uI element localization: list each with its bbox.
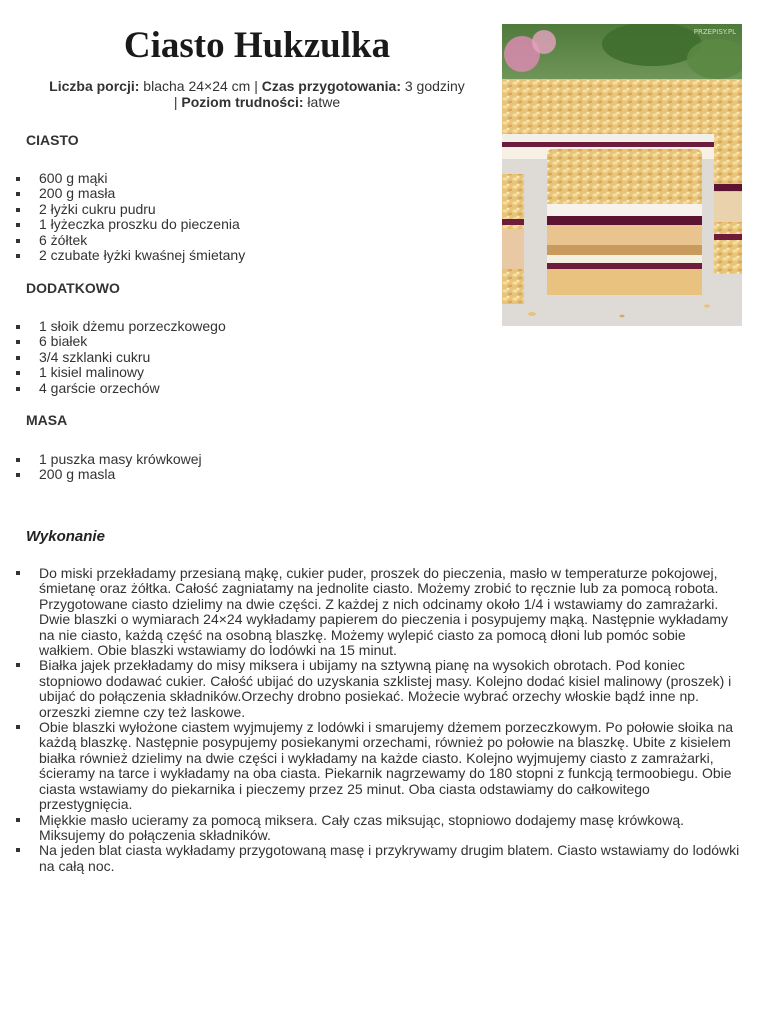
ingredient-list-ciasto — [14, 171, 245, 263]
difficulty-value: łatwe — [303, 94, 341, 110]
bullet-icon — [16, 387, 20, 391]
method-step-text: Białka jajek przekładamy do misy miksera i ubijamy na sztywną pianę na wysokich obrotach. Pod koniec stopniowo dodawać cukier. Całość ubijać do uzyskania szklistej masy. Kolejno dodać kisiel malinowy (proszek) i ubijać do połączenia składników.Orzechy drobno posiekać. Możecie wybrać orzechy włoskie bądź inne np. orzeszki ziemne czy też laskowe. — [39, 657, 732, 720]
list-item — [14, 350, 226, 365]
difficulty-label: Poziom trudności: — [181, 94, 304, 110]
ingredient-list-masa — [14, 452, 202, 483]
list-item — [14, 319, 226, 334]
ingredient-text: 600 g mąki — [39, 170, 108, 186]
method-step-text: Do miski przekładamy przesianą mąkę, cukier puder, proszek do pieczenia, masło w temperaturze pokojowej, śmietanę oraz żółtka. Całość zagniatamy na jednolite ciasto. Możemy zrobić to ręcznie lub za pomocą robota. Przygotowane ciasto dzielimy na dwie części. Z każdej z nich odcinamy około 1/4 i wstawiamy do zamrażarki. Dwie blaszki o wymiarach 24×24 wykładamy papierem do pieczenia i posypujemy mąką. Następnie wykładamy na nie ciasto, każdą część na osobną blaszkę. Możemy wylepić ciasto za pomocą dłoni lub pomóc sobie wałkiem. Obie blaszki wstawiamy do lodówki na 15 minut. — [39, 565, 729, 659]
ingredient-text: 6 białek — [39, 333, 88, 350]
ingredient-text: 2 łyżki cukru pudru — [39, 200, 156, 217]
method-step — [14, 658, 744, 720]
list-item — [14, 467, 202, 482]
section-heading-ciasto: CIASTO — [26, 132, 79, 148]
method-step-text: Na jeden blat ciasta wykładamy przygotowaną masę i przykrywamy drugim blatem. Ciasto wstawiamy do lodówki na całą noc. — [39, 842, 740, 874]
bullet-icon — [16, 239, 20, 243]
bullet-icon — [16, 177, 20, 181]
section-heading-masa: MASA — [26, 412, 68, 428]
bullet-icon — [16, 340, 20, 344]
method-heading: Wykonanie — [26, 528, 105, 545]
meta-separator: | — [173, 94, 182, 110]
ingredient-text: 3/4 szklanki cukru — [39, 348, 151, 365]
prep-time-value: 3 godziny — [400, 78, 465, 94]
portions-label: Liczba porcji: — [49, 78, 140, 94]
ingredient-text: 200 g masla — [39, 466, 116, 483]
bullet-icon — [16, 848, 20, 852]
ingredient-text: 1 kisiel malinowy — [39, 364, 145, 381]
bullet-icon — [16, 571, 20, 575]
method-step — [14, 566, 744, 658]
cake-photo-illustration — [502, 24, 742, 326]
list-item — [14, 202, 245, 217]
bullet-icon — [16, 254, 20, 258]
page-title: Ciasto Hukzulka — [123, 25, 391, 66]
method-step — [14, 720, 744, 812]
method-step — [14, 813, 744, 844]
list-item — [14, 334, 226, 349]
recipe-meta — [30, 78, 484, 110]
list-item — [14, 186, 245, 201]
bullet-icon — [16, 223, 20, 227]
bullet-icon — [16, 725, 20, 729]
ingredient-text: 1 łyżeczka proszku do pieczenia — [39, 216, 240, 233]
method-step-text: Obie blaszki wyłożone ciastem wyjmujemy z lodówki i smarujemy dżemem porzeczkowym. Po połowie słoika na każdą blaszkę. Następnie posypujemy posiekanymi orzechami, również po połowie na blaszkę. Ubite z kisielem białka również dzielimy na dwie części i wykładamy na każde ciasto. Kolejno wyjmujemy ciasto z zamrażarki, ścieramy na tarce i wykładamy na oba ciasta. Piekarnik nagrzewamy do 180 stopni z funkcją termoobiegu. Obie ciasta wstawiamy do piekarnika i pieczemy przez 25 minut. Oba ciasta odstawiamy do całkowitego przestygnięcia. — [39, 719, 734, 813]
list-item — [14, 248, 245, 263]
list-item — [14, 233, 245, 248]
method-step-text: Miękkie masło ucieramy za pomocą miksera. Cały czas miksując, stopniowo dodajemy masę krówkową. Miksujemy do połączenia składników. — [39, 811, 685, 843]
method-step — [14, 843, 744, 874]
list-item — [14, 171, 245, 186]
ingredient-text: 200 g masła — [39, 185, 116, 202]
bullet-icon — [16, 818, 20, 822]
ingredient-text: 6 żółtek — [39, 231, 88, 248]
list-item — [14, 381, 226, 396]
bullet-icon — [16, 325, 20, 329]
bullet-icon — [16, 356, 20, 360]
method-steps-list — [14, 566, 744, 874]
portions-value: blacha 24×24 cm | — [139, 78, 262, 94]
bullet-icon — [16, 663, 20, 667]
bullet-icon — [16, 458, 20, 462]
ingredient-text: 1 słoik dżemu porzeczkowego — [39, 318, 226, 334]
cake-photo — [502, 24, 742, 326]
ingredient-list-dodatkowo — [14, 319, 226, 396]
prep-time-label: Czas przygotowania: — [261, 78, 401, 94]
list-item — [14, 365, 226, 380]
photo-watermark: PRZEPISY.PL — [693, 28, 736, 36]
bullet-icon — [16, 371, 20, 375]
ingredient-text: 4 garście orzechów — [39, 379, 160, 396]
bullet-icon — [16, 208, 20, 212]
list-item — [14, 217, 245, 232]
ingredient-text: 1 puszka masy krówkowej — [39, 451, 202, 467]
bullet-icon — [16, 192, 20, 196]
section-heading-dodatkowo: DODATKOWO — [26, 280, 120, 296]
list-item — [14, 452, 202, 467]
bullet-icon — [16, 473, 20, 477]
ingredient-text: 2 czubate łyżki kwaśnej śmietany — [39, 246, 246, 263]
